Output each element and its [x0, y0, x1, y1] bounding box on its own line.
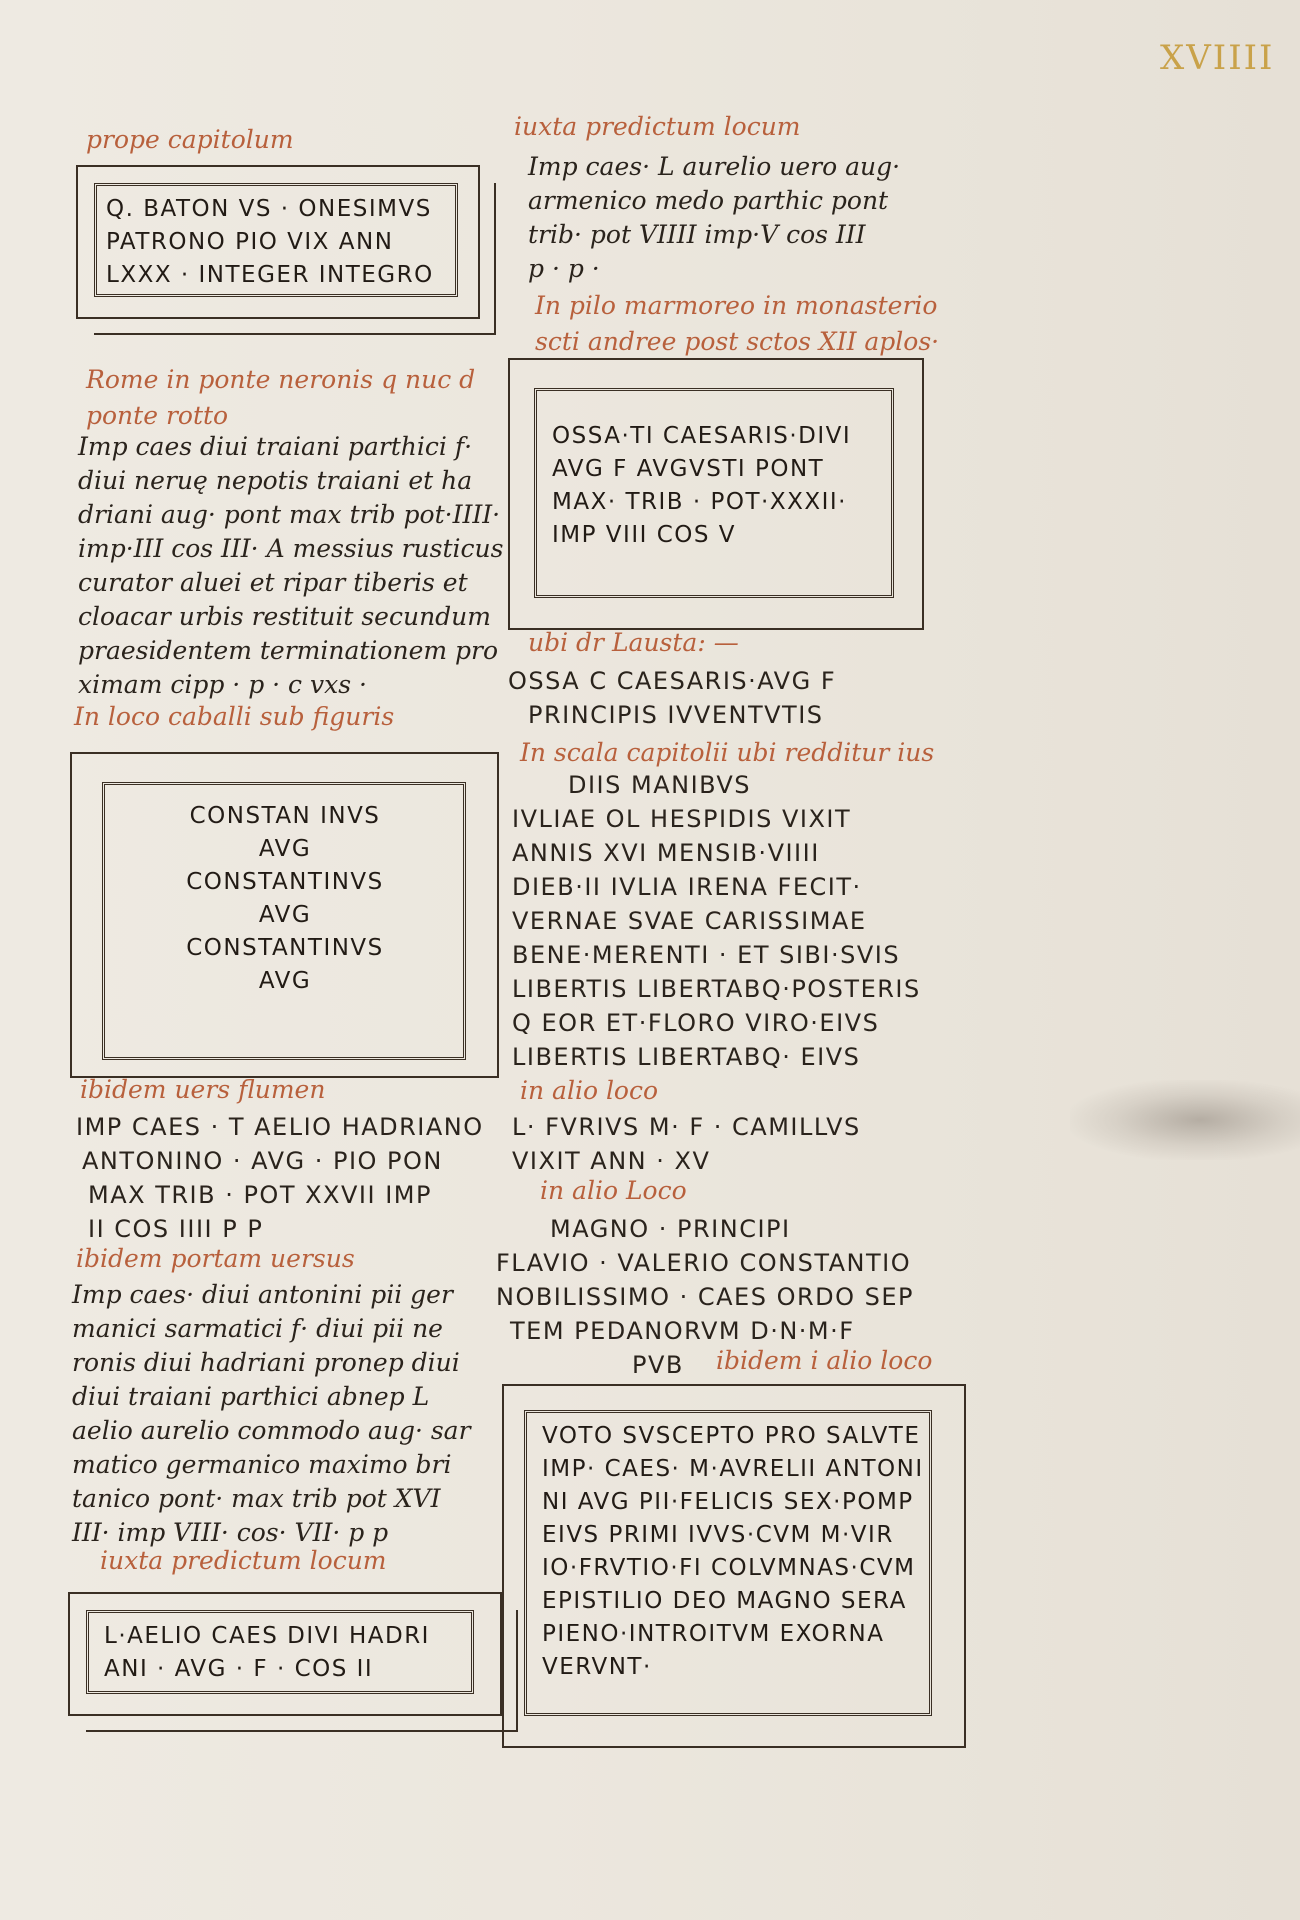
right-tablet-1-line: IMP VIII COS V	[552, 522, 737, 548]
text-line: PRINCIPIS IVVENTVTIS	[528, 701, 824, 729]
text-line: LIBERTIS LIBERTABQ· EIVS	[512, 1043, 861, 1071]
text-line: Imp caes· L aurelio uero aug·	[528, 152, 901, 181]
left-rubric-2	[86, 362, 475, 434]
text-line: aelio aurelio commodo aug· sar	[72, 1416, 471, 1445]
right-rubric-6: in alio Loco	[540, 1176, 687, 1205]
right-tablet-1-line: AVG F AVGVSTI PONT	[552, 456, 825, 482]
right-rubric-4: In scala capitolii ubi redditur ius	[520, 738, 935, 767]
text-line: L· FVRIVS M· F · CAMILLVS	[512, 1113, 861, 1141]
text-line: praesidentem terminationem pro	[78, 636, 499, 665]
left-text-3	[72, 1278, 471, 1550]
right-text-2	[508, 664, 836, 732]
folio-number: XVIIII	[1160, 38, 1275, 78]
right-tablet-1	[508, 358, 928, 630]
left-tablet-2	[70, 752, 510, 1082]
right-rubric-2	[535, 288, 939, 360]
right-tablet-2-line: NI AVG PII·FELICIS SEX·POMP	[542, 1489, 914, 1515]
text-line: manici sarmatici f· diui pii ne	[72, 1314, 443, 1343]
left-tablet-2-line: AVG	[258, 968, 312, 994]
right-rubric-1: iuxta predictum locum	[514, 112, 801, 141]
right-tablet-1-line: OSSA·TI CAESARIS·DIVI	[552, 423, 852, 449]
left-tablet-1-line: PATRONO PIO VIX ANN	[106, 229, 394, 255]
left-tablet-2-line: CONSTANTINVS	[186, 935, 384, 961]
text-line: Imp caes· diui antonini pii ger	[72, 1280, 453, 1309]
right-tablet-2-line: EIVS PRIMI IVVS·CVM M·VIR	[542, 1522, 894, 1548]
left-text-1	[78, 430, 503, 702]
text-line: p · p ·	[528, 254, 600, 283]
left-text-2	[76, 1110, 484, 1246]
left-rubric-1: prope capitolum	[86, 125, 294, 154]
text-line: armenico medo parthic pont	[528, 186, 889, 215]
text-line: ximam cipp · p · c vxs ·	[78, 670, 367, 699]
right-tablet-2-line: PIENO·INTROITVM EXORNA	[542, 1621, 885, 1647]
text-line: PVB	[632, 1351, 684, 1379]
text-line: MAX TRIB · POT XXVII IMP	[88, 1181, 432, 1209]
parchment-stain	[1070, 1080, 1300, 1160]
text-line: IMP CAES · T AELIO HADRIANO	[76, 1113, 484, 1141]
text-line: VERNAE SVAE CARISSIMAE	[512, 907, 867, 935]
text-line: TEM PEDANORVM D·N·M·F	[510, 1317, 855, 1345]
text-line: imp·III cos III· A messius rusticus	[78, 534, 504, 563]
text-line: ronis diui hadriani pronep diui	[72, 1348, 460, 1377]
right-tablet-2-line: EPISTILIO DEO MAGNO SERA	[542, 1588, 907, 1614]
text-line: IVLIAE OL HESPIDIS VIXIT	[512, 805, 852, 833]
left-rubric-6: iuxta predictum locum	[100, 1546, 387, 1575]
right-rubric-3: ubi dr Lausta: —	[528, 628, 739, 657]
left-tablet-1	[76, 165, 516, 340]
text-line: ANTONINO · AVG · PIO PON	[82, 1147, 443, 1175]
left-tablet-2-line: AVG	[258, 902, 312, 928]
text-line: Imp caes diui traiani parthici f·	[78, 432, 473, 461]
right-tablet-2-line: VOTO SVSCEPTO PRO SALVTE	[542, 1423, 921, 1449]
text-line: driani aug· pont max trib pot·IIII·	[78, 500, 501, 529]
text-line: VIXIT ANN · XV	[512, 1147, 711, 1175]
text-line: cloacar urbis restituit secundum	[78, 602, 491, 631]
text-line: III· imp VIII· cos· VII· p p	[72, 1518, 389, 1547]
right-text-1	[528, 150, 900, 286]
right-rubric-7: ibidem i alio loco	[716, 1346, 933, 1375]
text-line: trib· pot VIIII imp·V cos III	[528, 220, 866, 249]
text-line: matico germanico maximo bri	[72, 1450, 452, 1479]
right-tablet-2	[502, 1384, 972, 1748]
left-tablet-1-line: Q. BATON VS · ONESIMVS	[106, 196, 432, 222]
left-tablet-2-line: AVG	[258, 836, 312, 862]
text-line: II COS IIII P P	[88, 1215, 264, 1243]
left-rubric-2-line: ponte rotto	[86, 401, 229, 430]
text-line: tanico pont· max trib pot XVI	[72, 1484, 441, 1513]
right-tablet-2-line: IMP· CAES· M·AVRELII ANTONI	[542, 1456, 924, 1482]
text-line: diui neruę nepotis traiani et ha	[78, 466, 473, 495]
left-tablet-3	[68, 1592, 518, 1742]
text-line: diui traiani parthici abnep L	[72, 1382, 430, 1411]
text-line: curator aluei et ripar tiberis et	[78, 568, 468, 597]
text-line: LIBERTIS LIBERTABQ·POSTERIS	[512, 975, 921, 1003]
right-text-3	[512, 768, 921, 1074]
right-rubric-5: in alio loco	[520, 1076, 659, 1105]
left-tablet-2-line: CONSTAN INVS	[189, 803, 381, 829]
text-line: FLAVIO · VALERIO CONSTANTIO	[496, 1249, 912, 1277]
text-line: DIEB·II IVLIA IRENA FECIT·	[512, 873, 862, 901]
right-rubric-2-line: In pilo marmoreo in monasterio	[535, 291, 938, 320]
right-tablet-2-line: VERVNT·	[542, 1654, 652, 1680]
left-rubric-5: ibidem portam uersus	[76, 1244, 355, 1273]
text-line: BENE·MERENTI · ET SIBI·SVIS	[512, 941, 901, 969]
right-tablet-2-line: IO·FRVTIO·FI COLVMNAS·CVM	[542, 1555, 916, 1581]
left-tablet-3-line: ANI · AVG · F · COS II	[104, 1656, 374, 1682]
left-tablet-2-line: CONSTANTINVS	[186, 869, 384, 895]
left-tablet-3-line: L·AELIO CAES DIVI HADRI	[104, 1623, 430, 1649]
text-line: OSSA C CAESARIS·AVG F	[508, 667, 837, 695]
text-line: DIIS MANIBVS	[568, 771, 752, 799]
text-line: NOBILISSIMO · CAES ORDO SEP	[496, 1283, 915, 1311]
text-line: ANNIS XVI MENSIB·VIIII	[512, 839, 820, 867]
left-rubric-2-line: Rome in ponte neronis q nuc d	[86, 365, 476, 394]
right-tablet-1-line: MAX· TRIB · POT·XXXII·	[552, 489, 847, 515]
right-rubric-2-line: scti andree post sctos XII aplos·	[535, 327, 940, 356]
left-rubric-4: ibidem uers flumen	[80, 1075, 326, 1104]
text-line: Q EOR ET·FLORO VIRO·EIVS	[512, 1009, 880, 1037]
left-tablet-1-line: LXXX · INTEGER INTEGRO	[106, 262, 434, 288]
right-text-4	[512, 1110, 861, 1178]
text-line: MAGNO · PRINCIPI	[550, 1215, 791, 1243]
left-rubric-3: In loco caballi sub figuris	[74, 702, 395, 731]
